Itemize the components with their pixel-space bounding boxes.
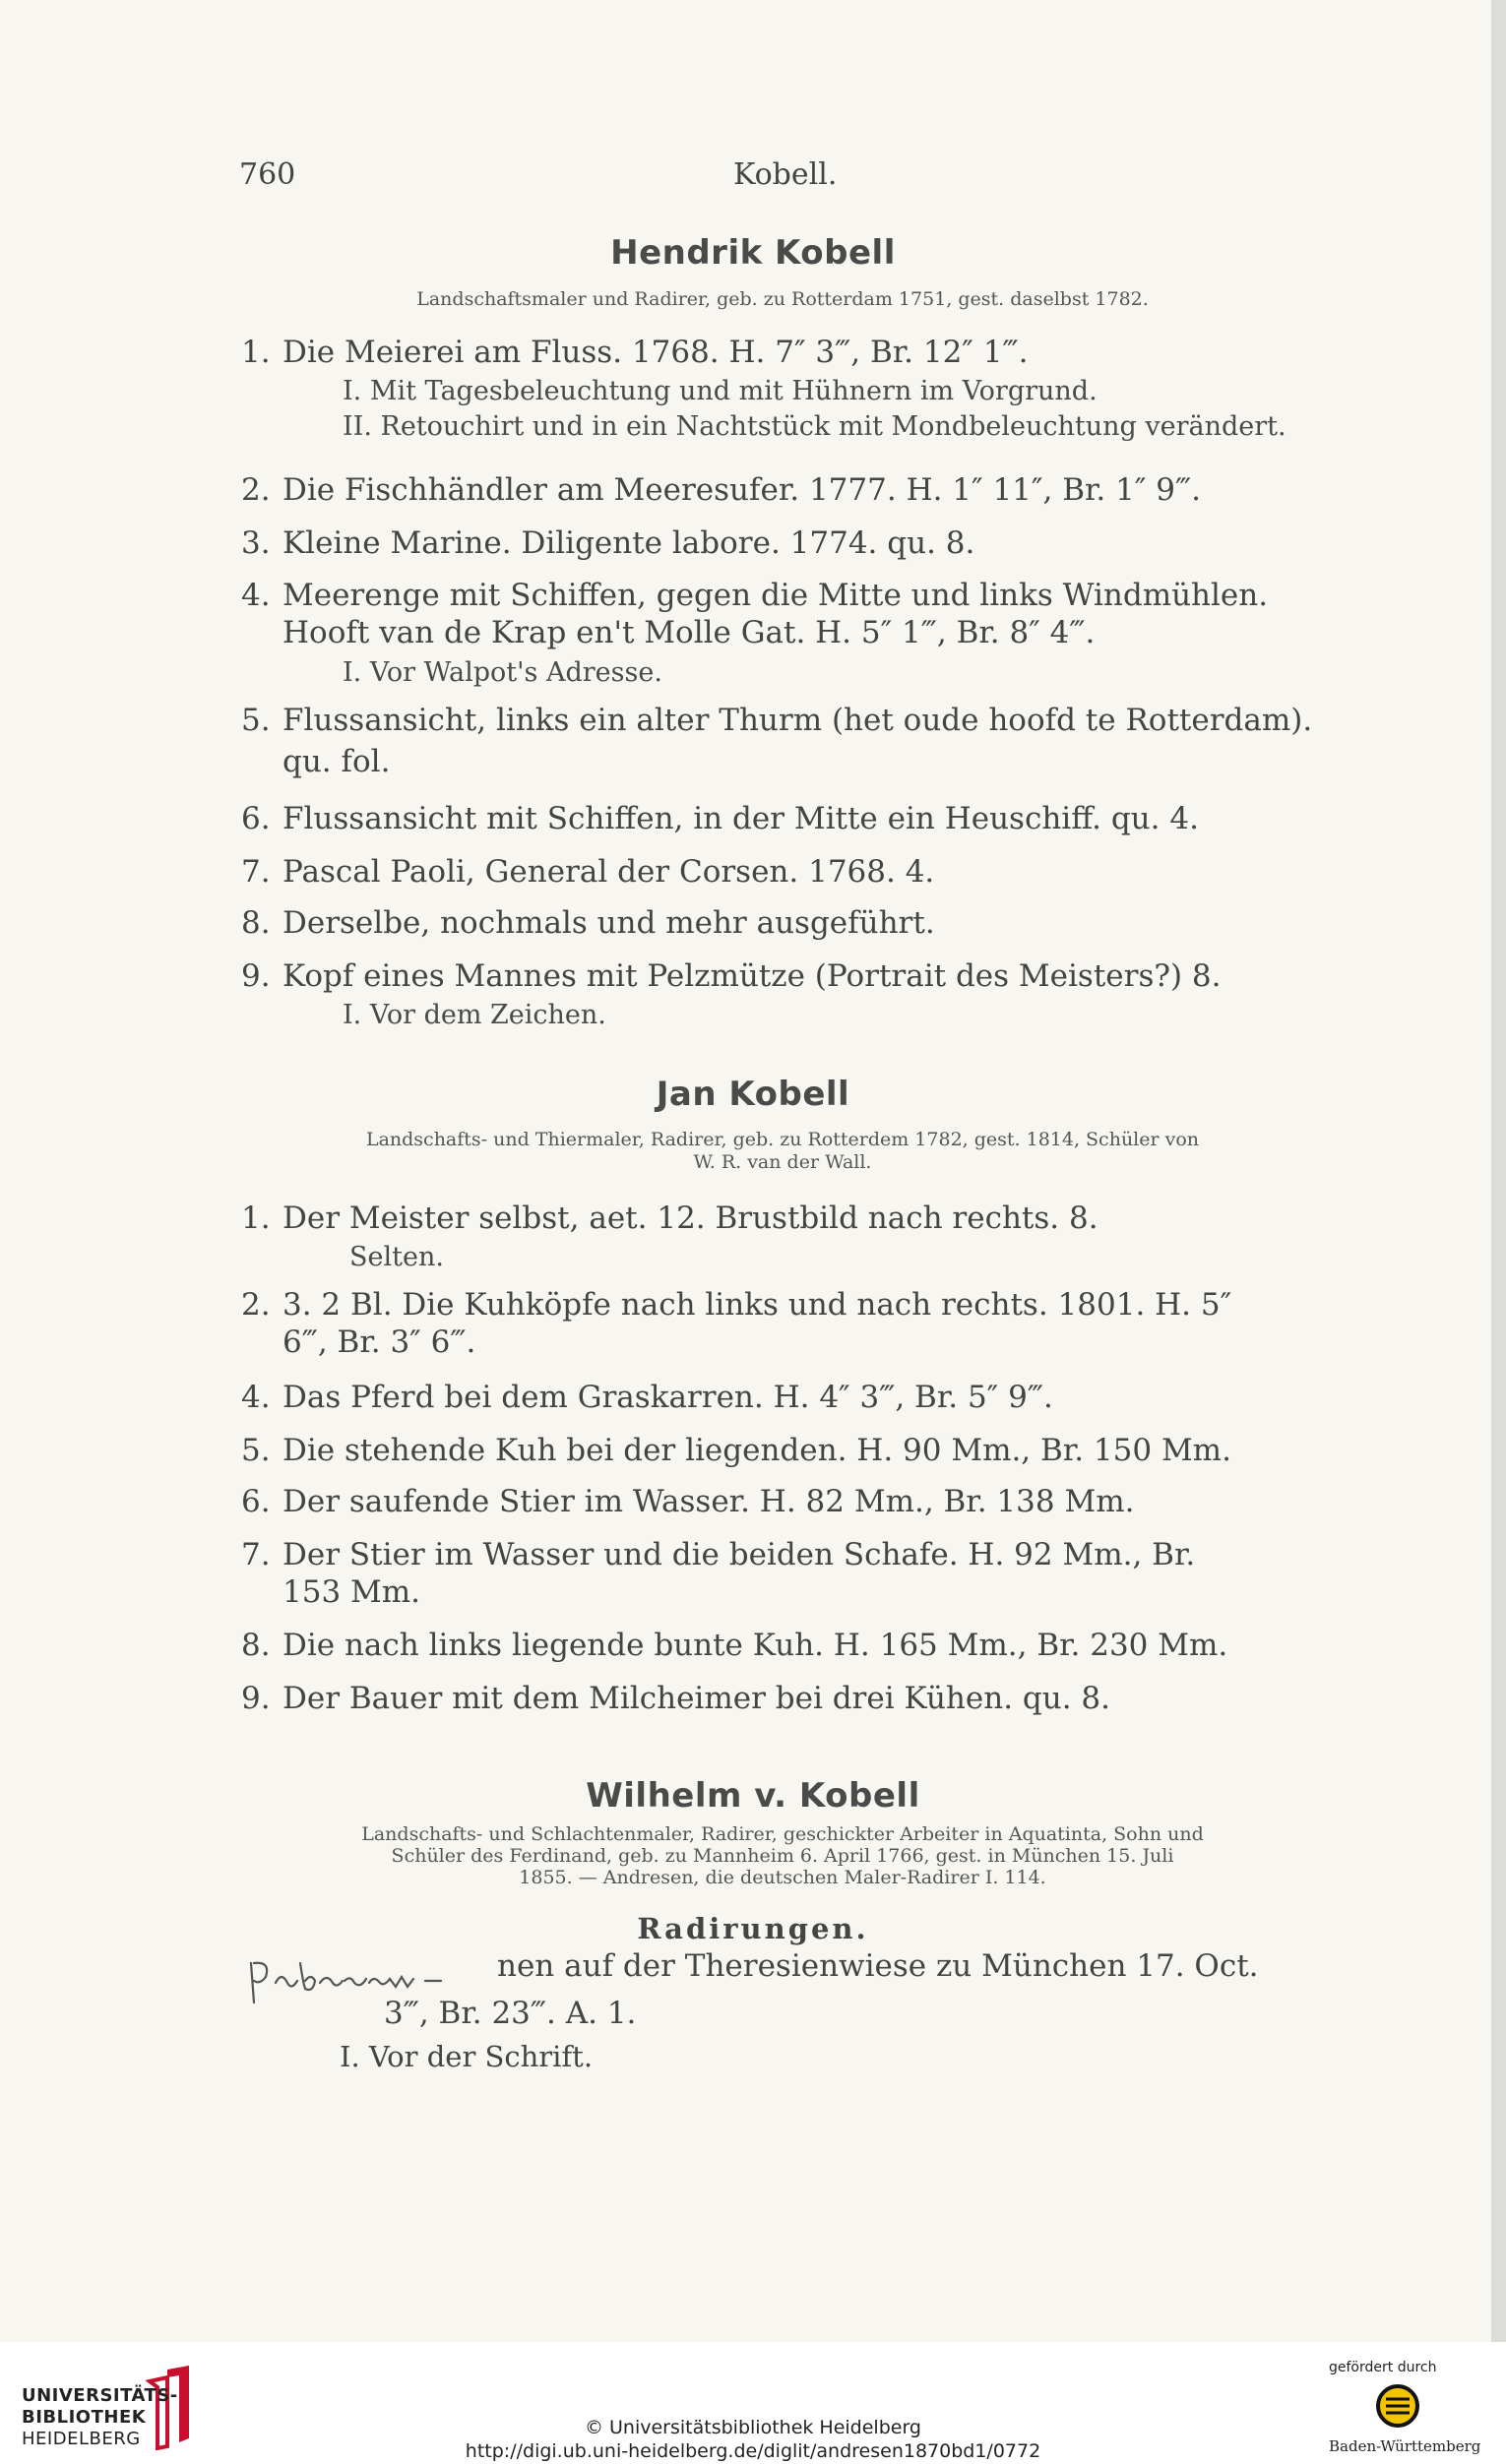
entry-text: Der Stier im Wasser und die beiden Schafe. H. 92 Mm., Br. (282, 1537, 1196, 1572)
hendrik-entry (241, 701, 1312, 740)
entry-text: Kleine Marine. Diligente labore. 1774. qu. 8. (282, 525, 975, 561)
baden-wuerttemberg-crest-icon (1373, 2381, 1422, 2431)
entry-number: 5. (241, 703, 271, 738)
entry-number: 8. (241, 1628, 271, 1663)
section-subtitle-wilhelm-1: Landschafts- und Schlachtenmaler, Radirer, geschickter Arbeiter in Aquatinta, Sohn und (361, 1823, 1204, 1845)
entry-number: 4. (241, 1380, 271, 1415)
jan-entry (241, 1626, 1227, 1665)
hendrik-entry (241, 956, 1222, 996)
entry-number: 2. (241, 472, 271, 508)
entry-number: 5. (241, 1433, 271, 1468)
library-name-3: HEIDELBERG (22, 2429, 141, 2449)
entry-text: Der Bauer mit dem Milcheimer bei drei Kühen. qu. 8. (282, 1681, 1111, 1716)
wilhelm-note: I. Vor der Schrift. (340, 2040, 594, 2073)
hendrik-entry-note: II. Retouchirt und in ein Nachtstück mit Mondbeleuchtung verändert. (343, 411, 1286, 442)
entry-text: Die Meierei am Fluss. 1768. H. 7″ 3‴, Br. 12″ 1‴. (282, 335, 1029, 370)
entry-text: Die nach links liegende bunte Kuh. H. 165 Mm., Br. 230 Mm. (282, 1628, 1228, 1663)
entry-number: 9. (241, 1681, 271, 1716)
wilhelm-entry-line1: nen auf der Theresienwiese zu München 17. Oct. (497, 1948, 1259, 1984)
entry-text: 3. 2 Bl. Die Kuhköpfe nach links und nach rechts. 1801. H. 5″ (282, 1287, 1232, 1323)
entry-text: Kopf eines Mannes mit Pelzmütze (Portrait des Meisters?) 8. (282, 958, 1222, 994)
jan-entry (241, 1535, 1195, 1574)
jan-entry (241, 1679, 1110, 1718)
section-subtitle-jan-2: W. R. van der Wall. (693, 1151, 872, 1173)
jan-entry (241, 1285, 1231, 1324)
jan-entry (241, 1199, 1098, 1238)
page-edge (1491, 0, 1506, 2342)
entry-number: 8. (241, 905, 271, 941)
entry-text: Der Meister selbst, aet. 12. Brustbild nach rechts. 8. (282, 1201, 1098, 1236)
jan-entry-continuation: 153 Mm. (282, 1574, 421, 1610)
section-title-wilhelm: Wilhelm v. Kobell (586, 1776, 920, 1816)
hendrik-entry-note: I. Mit Tagesbeleuchtung und mit Hühnern im Vorgrund. (343, 376, 1098, 406)
library-name-2: BIBLIOTHEK (22, 2407, 147, 2428)
entry-text: Flussansicht mit Schiffen, in der Mitte ein Heuschiff. qu. 4. (282, 801, 1199, 836)
entry-number: 9. (241, 958, 271, 994)
hendrik-entry-continuation: Hooft van de Krap en't Molle Gat. H. 5″ 1‴, Br. 8″ 4‴. (282, 615, 1096, 650)
entry-number: 1. (241, 1201, 271, 1236)
hendrik-entry-note: I. Vor Walpot's Adresse. (343, 657, 662, 688)
entry-text: Die stehende Kuh bei der liegenden. H. 90 Mm., Br. 150 Mm. (282, 1433, 1231, 1468)
entry-text: Die Fischhändler am Meeresufer. 1777. H. 1″ 11″, Br. 1″ 9‴. (282, 472, 1201, 508)
section-subtitle-wilhelm-2: Schüler des Ferdinand, geb. zu Mannheim 6. April 1766, gest. in München 15. Juli (391, 1845, 1174, 1867)
sponsor-label: gefördert durch (1329, 2360, 1437, 2375)
hendrik-entry (241, 903, 935, 943)
hendrik-entry (241, 524, 974, 563)
copyright-text: © Universitätsbibliothek Heidelberg (584, 2417, 921, 2438)
jan-entry (241, 1378, 1053, 1417)
jan-entry-note: Selten. (349, 1242, 444, 1272)
hendrik-entry (241, 852, 934, 892)
entry-text: Das Pferd bei dem Graskarren. H. 4″ 3‴, Br. 5″ 9‴. (282, 1380, 1053, 1415)
sponsor-name: Baden-Württemberg (1329, 2437, 1481, 2455)
entry-number: 6. (241, 801, 271, 836)
entry-number: 4. (241, 578, 271, 613)
wilhelm-entry-line2: 3‴, Br. 23‴. A. 1. (384, 1996, 637, 2031)
jan-entry-continuation: 6‴, Br. 3″ 6‴. (282, 1324, 476, 1360)
library-name-1: UNIVERSITÄTS- (22, 2385, 178, 2406)
section-subtitle-wilhelm-3: 1855. — Andresen, die deutschen Maler-Radirer I. 114. (519, 1867, 1046, 1888)
source-url-link[interactable]: http://digi.ub.uni-heidelberg.de/diglit/andresen1870bd1/0772 (465, 2440, 1041, 2462)
hendrik-entry (241, 333, 1028, 372)
entry-text: Derselbe, nochmals und mehr ausgeführt. (282, 905, 935, 941)
entry-number: 6. (241, 1484, 271, 1519)
section-title-hendrik: Hendrik Kobell (610, 233, 896, 273)
entry-number: 3. (241, 525, 271, 561)
hendrik-entry (241, 470, 1201, 510)
entry-text: Meerenge mit Schiffen, gegen die Mitte und links Windmühlen. (282, 578, 1269, 613)
entry-number: 2. (241, 1287, 271, 1323)
entry-text: Flussansicht, links ein alter Thurm (het oude hoofd te Rotterdam). (282, 703, 1313, 738)
jan-entry (241, 1482, 1134, 1521)
hendrik-entry (241, 799, 1199, 838)
entry-text: Pascal Paoli, General der Corsen. 1768. 4. (282, 854, 935, 890)
entry-text: Der saufende Stier im Wasser. H. 82 Mm., Br. 138 Mm. (282, 1484, 1135, 1519)
running-title: Kobell. (733, 157, 838, 192)
section-subtitle-jan-1: Landschafts- und Thiermaler, Radirer, geb. zu Rotterdem 1782, gest. 1814, Schüler von (365, 1129, 1200, 1150)
entry-number: 7. (241, 1537, 271, 1572)
jan-entry (241, 1431, 1231, 1470)
radierungen-heading: Radirungen. (637, 1912, 869, 1945)
entry-number: 1. (241, 335, 271, 370)
page-number: 760 (239, 157, 296, 192)
hendrik-entry-continuation: qu. fol. (282, 744, 391, 779)
entry-number: 7. (241, 854, 271, 890)
hendrik-entry (241, 576, 1268, 615)
hendrik-entry-note: I. Vor dem Zeichen. (343, 1000, 606, 1030)
section-title-jan: Jan Kobell (656, 1075, 850, 1114)
section-subtitle-hendrik: Landschaftsmaler und Radirer, geb. zu Rotterdam 1751, gest. daselbst 1782. (416, 288, 1149, 310)
